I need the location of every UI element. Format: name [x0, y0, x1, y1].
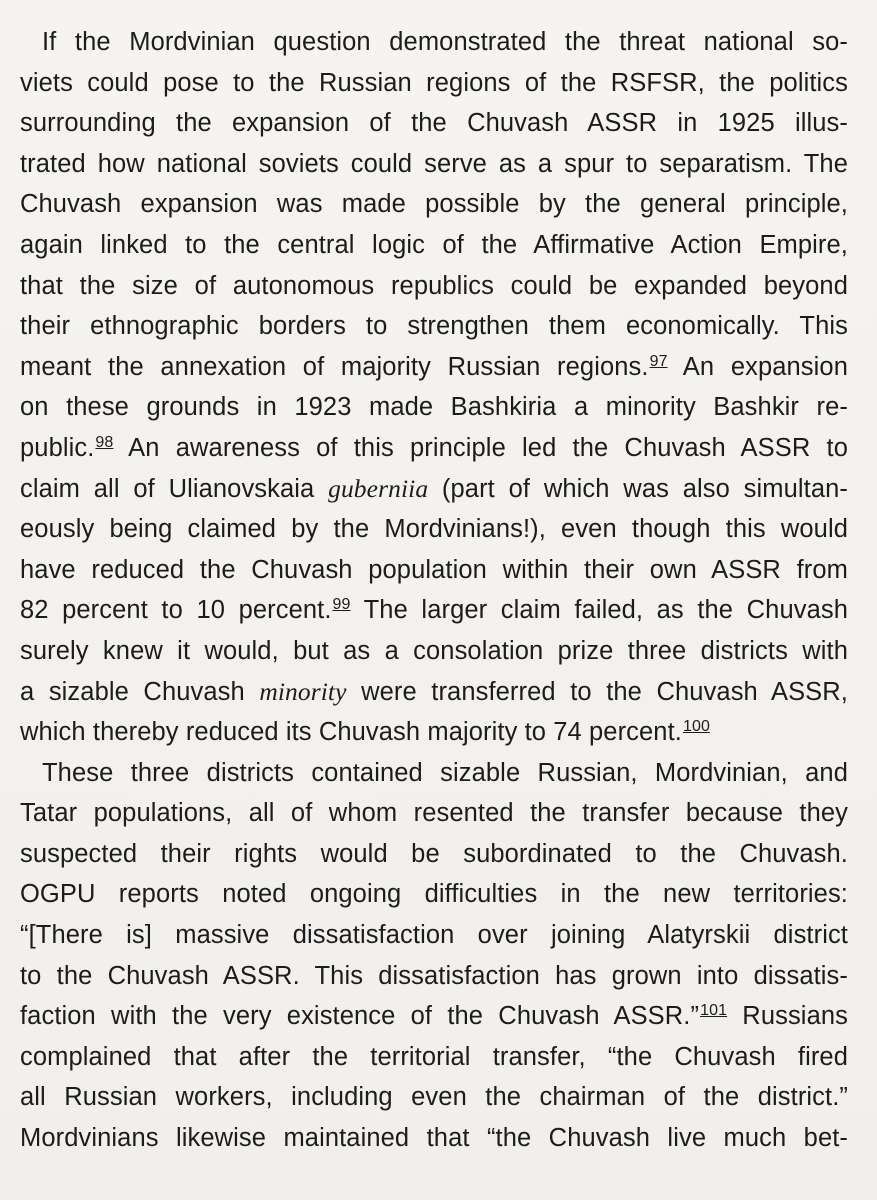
text-line: eously being claimed by the Mordvinians!), even though this would: [20, 515, 848, 544]
italic-term: minority: [259, 676, 347, 706]
text-line: These three districts contained sizable Russian, Mordvinian, and: [42, 758, 848, 787]
text-line: surely knew it would, but as a consolation prize three districts with: [20, 636, 848, 665]
paragraph-2: [20, 753, 848, 1159]
footnote-marker-101: 101: [700, 1002, 728, 1020]
text-line: all Russian workers, including even the chairman of the district.”: [20, 1083, 848, 1112]
text-line: trated how national soviets could serve as a spur to separatism. The: [20, 149, 848, 178]
text-line: [20, 996, 848, 1037]
text-span: An expansion: [667, 352, 848, 381]
text-line: OGPU reports noted ongoing difficulties in the new territories:: [20, 880, 848, 909]
text-line: [20, 469, 848, 510]
footnote-marker-99: 99: [332, 596, 351, 614]
text-span: which thereby reduced its Chuvash majority to 74 percent.: [20, 718, 682, 747]
text-line: viets could pose to the Russian regions of the RSFSR, the politics: [20, 68, 848, 97]
italic-term: guberniia: [328, 473, 429, 503]
text-span: 82 percent to 10 percent.: [20, 596, 332, 625]
text-line: to the Chuvash ASSR. This dissatisfaction has grown into dissatis-: [20, 961, 848, 990]
text-span: Russians: [727, 1002, 848, 1031]
text-span: were transferred to the Chuvash ASSR,: [346, 677, 848, 706]
text-line: “[There is] massive dissatisfaction over joining Alatyrskii district: [20, 921, 848, 950]
body-text: [20, 22, 848, 1159]
text-line: [20, 428, 848, 469]
footnote-marker-97: 97: [649, 352, 668, 370]
text-span: The larger claim failed, as the Chuvash: [350, 596, 848, 625]
text-line: again linked to the central logic of the Affirmative Action Empire,: [20, 230, 848, 259]
text-line: If the Mordvinian question demonstrated the threat national so-: [42, 28, 848, 56]
text-span: a sizable Chuvash: [20, 677, 260, 706]
footnote-marker-98: 98: [95, 433, 114, 451]
text-line: Tatar populations, all of whom resented the transfer because they: [20, 799, 848, 828]
text-line: [20, 672, 848, 713]
text-span: meant the annexation of majority Russian regions.: [20, 352, 649, 381]
text-line: on these grounds in 1923 made Bashkiria a minority Bashkir re-: [20, 393, 848, 422]
text-line: surrounding the expansion of the Chuvash ASSR in 1925 illus-: [20, 109, 848, 138]
text-span: (part of which was also simultan-: [428, 474, 849, 503]
text-line: complained that after the territorial transfer, “the Chuvash fired: [20, 1042, 848, 1071]
text-line: Mordvinians likewise maintained that “the Chuvash live much bet-: [20, 1124, 848, 1153]
text-line: [20, 347, 848, 388]
text-line: have reduced the Chuvash population within their own ASSR from: [20, 555, 848, 584]
footnote-marker-100: 100: [682, 718, 710, 736]
text-span: claim all of Ulianovskaia: [20, 474, 329, 503]
text-line: their ethnographic borders to strengthen them economically. This: [20, 312, 848, 341]
paragraph-1: [20, 22, 848, 753]
text-span: faction with the very existence of the Chuvash ASSR.”: [20, 1002, 700, 1031]
text-line: Chuvash expansion was made possible by the general principle,: [20, 190, 848, 219]
text-span: An awareness of this principle led the Chuvash ASSR to: [113, 433, 848, 462]
text-line: suspected their rights would be subordinated to the Chuvash.: [20, 839, 848, 868]
text-line: [20, 712, 848, 753]
text-line: that the size of autonomous republics could be expanded beyond: [20, 271, 848, 300]
text-span: public.: [20, 433, 95, 462]
text-line: [20, 590, 848, 631]
